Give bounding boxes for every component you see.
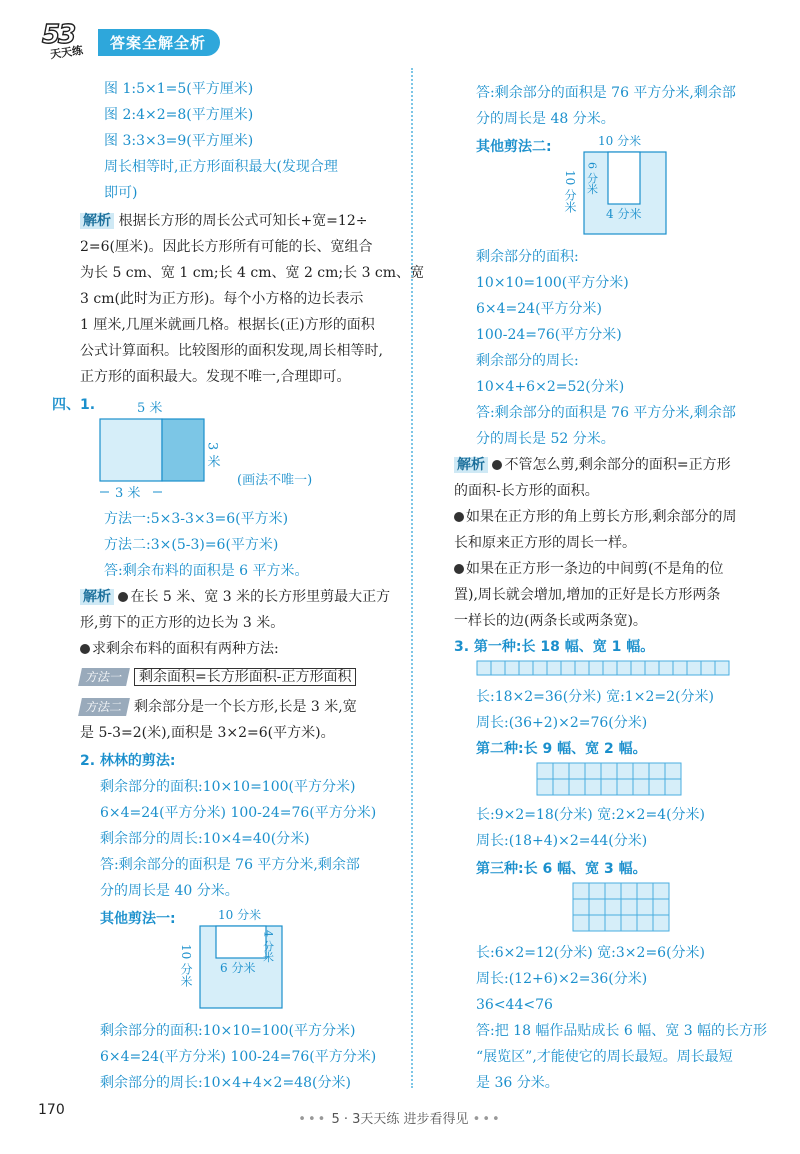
answer-line: 长:18×2=36(分米) 宽:1×2=2(分米) [476,689,714,705]
method-one-row [80,664,356,690]
grid-cell [491,661,505,675]
inner-side-label: 6 分米 [585,162,599,195]
inner-side-label: 4 分米 [261,930,275,963]
cut-figure-one [178,904,308,1024]
section-tag: 答案全解全析 [98,29,220,56]
answer-line: 36<44<76 [476,997,553,1013]
grid-cell [573,883,589,899]
grid-cell [605,915,621,931]
analysis-text: 如果在正方形一条边的中间剪(不是角的位 [466,561,724,577]
answer-line: 分的周长是 40 分米。 [100,883,239,899]
answer-line: 长:9×2=18(分米) 宽:2×2=4(分米) [476,807,706,823]
grid-cell [477,661,491,675]
grid-cell [561,661,575,675]
bulb-icon [492,460,502,470]
right-label: 3 米 [204,442,220,468]
remaining-part [162,419,204,481]
grid-cell [621,915,637,931]
answer-line: 剩余部分的面积:10×10=100(平方分米) [100,779,356,795]
grid-cell [601,763,617,779]
bulb-icon [118,592,128,602]
bulb-icon [454,564,464,574]
bottom-label: 3 米 [115,486,141,501]
analysis-line: 2=6(厘米)。因此长方形所有可能的长、宽组合 [80,239,373,255]
answer-line: 分的周长是 52 分米。 [476,431,615,447]
grid-cell [617,763,633,779]
grid-cell [585,763,601,779]
grid-cell [637,899,653,915]
cut-rectangle [608,152,640,204]
square-part [100,419,162,481]
grid-cell [533,661,547,675]
logo-subtitle: 天天练 [49,43,84,62]
page-footer [0,1108,800,1127]
analysis-line [80,584,390,610]
grid-cell [589,661,603,675]
logo-number: 53 [42,20,75,50]
answer-line: 剩余部分的面积:10×10=100(平方分米) [100,1023,356,1039]
analysis-text: 求剩余布料的面积有两种方法: [92,641,279,657]
analysis-tag: 解析 [80,589,114,605]
analysis-text: 根据长方形的周长公式可知长+宽=12÷ [118,213,368,229]
method-two-text: 剩余部分是一个长方形,长是 3 米,宽 [134,699,357,715]
bulb-icon [454,512,464,522]
question-subpart: 第二种:长 9 幅、宽 2 幅。 [476,741,647,757]
answer-line: 6×4=24(平方分米) 100-24=76(平方分米) [100,1049,377,1065]
other-method-label: 其他剪法二: [476,139,552,155]
analysis-line [454,556,723,582]
method-line: 方法一:5×3-3×3=6(平方米) [104,511,289,527]
grid-cell [547,661,561,675]
analysis-text: 如果在正方形的角上剪长方形,剩余部分的周 [466,509,737,525]
analysis-text: 不管怎么剪,剩余部分的面积=正方形 [504,457,731,473]
answer-line: 周长:(36+2)×2=76(分米) [476,715,648,731]
question-number: 四、1. [52,397,96,413]
grid-cell [645,661,659,675]
grid-cell [573,899,589,915]
grid-cell [633,779,649,795]
analysis-text: 在长 5 米、宽 3 米的长方形里剪最大正方 [130,589,391,605]
bulb-icon [80,644,90,654]
analysis-line: 是 5-3=2(米),面积是 3×2=6(平方米)。 [80,725,335,741]
answer-line: 分的周长是 48 分米。 [476,111,615,127]
answer-line: 答:剩余部分的面积是 76 平方分米,剩余部 [476,405,736,421]
grid-cell [589,899,605,915]
method-one-tag: 方法一 [78,668,130,686]
answer-line: 长:6×2=12(分米) 宽:3×2=6(分米) [476,945,706,961]
grid-cell [589,915,605,931]
method-one-box: 剩余面积=长方形面积-正方形面积 [134,668,356,686]
analysis-line: 一样长的边(两条长或两条宽)。 [454,613,647,629]
question-subpart: 第三种:长 6 幅、宽 3 幅。 [476,861,647,877]
analysis-line: 形,剪下的正方形的边长为 3 米。 [80,615,285,631]
grid-cell [633,763,649,779]
answer-line: 即可) [104,185,138,201]
analysis-tag: 解析 [454,457,488,473]
method-two-row [80,694,357,720]
grid-cell [617,779,633,795]
answer-line: 答:剩余部分的面积是 76 平方分米,剩余部 [100,857,360,873]
other-method-label: 其他剪法一: [100,911,176,927]
grid-cell [649,779,665,795]
analysis-line [454,504,736,530]
grid-cell [589,883,605,899]
analysis-line: 的面积-长方形的面积。 [454,483,599,499]
grid-cell [585,779,601,795]
analysis-line: 为长 5 cm、宽 1 cm;长 4 cm、宽 2 cm;长 3 cm、宽 [80,265,425,281]
grid-cell [569,763,585,779]
method-two-tag: 方法二 [78,698,130,716]
answer-line: 答:把 18 幅作品贴成长 6 幅、宽 3 幅的长方形 [476,1023,768,1039]
grid-cell [665,779,681,795]
answer-line: 剩余部分的周长:10×4+4×2=48(分米) [100,1075,351,1091]
question-number: 2. 林林的剪法: [80,753,176,769]
grid-cell [659,661,673,675]
grid-cell [605,899,621,915]
analysis-line: 3 cm(此时为正方形)。每个小方格的边长表示 [80,291,364,307]
fabric-figure [95,394,345,504]
answer-line: 剩余部分的面积: [476,249,579,265]
grid-cell [505,661,519,675]
analysis-line: 1 厘米,几厘米就画几格。根据长(正)方形的面积 [80,317,375,333]
analysis-line: 正方形的面积最大。发现不唯一,合理即可。 [80,369,351,385]
grid-cell [621,883,637,899]
method-line: 方法二:3×(5-3)=6(平方米) [104,537,279,553]
answer-line: 答:剩余布料的面积是 6 平方米。 [104,563,309,579]
answer-line: 6×4=24(平方分米) [476,301,603,317]
inner-bottom-label: 4 分米 [606,207,642,221]
grid-cell [637,915,653,931]
grid-cell [553,779,569,795]
analysis-line: 公式计算面积。比较图形的面积发现,周长相等时, [80,343,383,359]
grid-cell [573,915,589,931]
answer-line: 10×10=100(平方分米) [476,275,629,291]
footer-dots: ••• [472,1112,502,1127]
cut-figure-two [562,130,682,242]
answer-line: 答:剩余部分的面积是 76 平方分米,剩余部 [476,85,736,101]
grid-cell [617,661,631,675]
grid-cell [605,883,621,899]
grid-cell [553,763,569,779]
grid-cell [653,915,669,931]
analysis-line [454,452,731,478]
grid-cell [631,661,645,675]
grid-18x1 [476,660,736,682]
grid-cell [701,661,715,675]
answer-line: 100-24=76(平方分米) [476,327,622,343]
top-label: 10 分米 [218,908,262,922]
grid-9x2 [536,762,696,798]
answer-line: 周长:(12+6)×2=36(分米) [476,971,648,987]
answer-line: 剩余部分的周长: [476,353,579,369]
analysis-line [80,208,367,234]
grid-cell [687,661,701,675]
analysis-tag: 解析 [80,213,114,229]
answer-line: 6×4=24(平方分米) 100-24=76(平方分米) [100,805,377,821]
grid-cell [715,661,729,675]
grid-cell [649,763,665,779]
grid-cell [637,883,653,899]
answer-line: 周长:(18+4)×2=44(分米) [476,833,648,849]
answer-line: 周长相等时,正方形面积最大(发现合理 [104,159,338,175]
answer-line: 图 1:5×1=5(平方厘米) [104,81,254,97]
grid-cell [537,779,553,795]
right-column [412,0,800,1100]
analysis-line [80,636,279,662]
footer-dots: ••• [298,1112,328,1127]
grid-cell [537,763,553,779]
grid-cell [519,661,533,675]
analysis-line: 置),周长就会增加,增加的正好是长方形两条 [454,587,721,603]
grid-cell [653,883,669,899]
grid-cell [665,763,681,779]
answer-line: 是 36 分米。 [476,1075,559,1091]
grid-6x3 [572,882,682,934]
analysis-line: 长和原来正方形的周长一样。 [454,535,636,551]
left-label: 10 分米 [563,170,577,214]
grid-cell [601,779,617,795]
grid-cell [621,899,637,915]
grid-cell [603,661,617,675]
figure-note: (画法不唯一) [237,473,313,488]
page-number: 170 [38,1102,65,1118]
top-label: 5 米 [137,401,163,416]
cut-rectangle [216,926,266,958]
answer-line: 图 2:4×2=8(平方厘米) [104,107,254,123]
answer-line: “展览区”,才能使它的周长最短。周长最短 [476,1049,733,1065]
left-label: 10 分米 [179,944,193,988]
answer-line: 剩余部分的周长:10×4=40(分米) [100,831,310,847]
grid-cell [673,661,687,675]
footer-slogan: 5 · 3天天练 进步看得见 [331,1112,469,1127]
answer-line: 图 3:3×3=9(平方厘米) [104,133,254,149]
grid-cell [575,661,589,675]
top-label: 10 分米 [598,134,642,148]
answer-line: 10×4+6×2=52(分米) [476,379,625,395]
grid-cell [653,899,669,915]
grid-cell [569,779,585,795]
inner-bottom-label: 6 分米 [220,961,256,975]
question-number: 3. 第一种:长 18 幅、宽 1 幅。 [454,639,655,655]
